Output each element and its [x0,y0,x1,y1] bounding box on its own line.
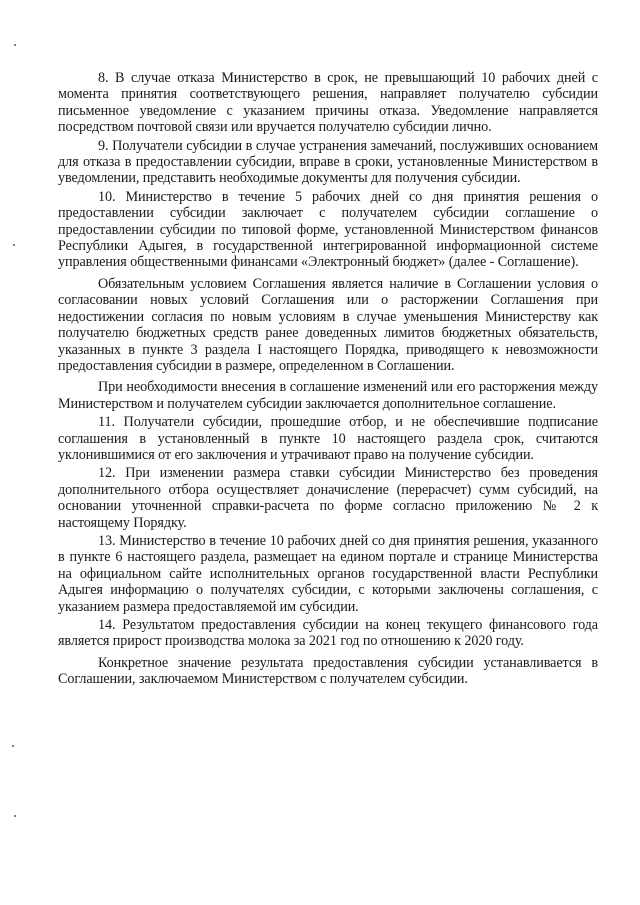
scan-speck [12,745,14,747]
scan-speck [14,44,16,46]
paragraph-10: 10. Министерство в течение 5 рабочих дней со дня принятия решения о предоставлении субсидии заключает с получателем субсидии соглашение о предоставлении субсидии по типовой форме, установленной Министерством финансов Республики Адыгея, в государственной интегрированной информационной системе управления общественными финансами «Электронный бюджет» (далее - Соглашение). [58,188,598,271]
paragraph-12: 12. При изменении размера ставки субсидии Министерство без проведения дополнительного отбора осуществляет доначисление (перерасчет) сумм субсидий, на основании уточненной справки-расчета по форме согласно приложению № 2 к настоящему Порядку. [58,465,598,531]
paragraph-13: 13. Министерство в течение 10 рабочих дней со дня принятия решения, указанного в пункте 6 настоящего раздела, размещает на едином портале и странице Министерства на официальном сайте исполнительных органов государственной власти Республики Адыгея информацию о получателях субсидии, с которыми заключены соглашения, с указанием размера предоставляемой им субсидии. [58,532,598,615]
paragraph-9: 9. Получатели субсидии в случае устранения замечаний, послуживших основанием для отказа в предоставлении субсидии, вправе в сроки, установленные Министерством в уведомлении, представить необходимые документы для получения субсидии. [58,137,598,187]
paragraph-8: 8. В случае отказа Министерство в срок, не превышающий 10 рабочих дней с момента принятия соответствующего решения, направляет получателю субсидии письменное уведомление с указанием причины отказа. Уведомление направляется посредством почтовой связи или вручается получателю субсидии лично. [58,70,598,136]
paragraph-14-result: Конкретное значение результата предоставления субсидии устанавливается в Соглашении, заключаемом Министерством с получателем субсидии. [58,654,598,688]
scan-speck [14,815,16,817]
scan-speck [13,244,15,246]
paragraph-14: 14. Результатом предоставления субсидии на конец текущего финансового года является прирост производства молока за 2021 год по отношению к 2020 году. [58,617,598,650]
paragraph-10-condition: Обязательным условием Соглашения является наличие в Соглашении условия о согласовании новых условий Соглашения или о расторжении Соглашения при недостижении согласия по новым условиям в случае уменьшения Министерству как получателю бюджетных средств ранее доведенных лимитов бюджетных обязательств, указанных в пункте 3 раздела I настоящего Порядка, приводящего к невозможности предоставления субсидии в размере, определенном в Соглашении. [58,275,598,374]
paragraph-11: 11. Получатели субсидии, прошедшие отбор, и не обеспечившие подписание соглашения в установленный в пункте 10 настоящего раздела срок, считаются уклонившимися от его заключения и утрачивают право на получение субсидии. [58,414,598,463]
paragraph-10-amendment: При необходимости внесения в соглашение изменений или его расторжения между Министерством и получателем субсидии заключается дополнительное соглашение. [58,379,598,412]
document-page [58,70,598,688]
